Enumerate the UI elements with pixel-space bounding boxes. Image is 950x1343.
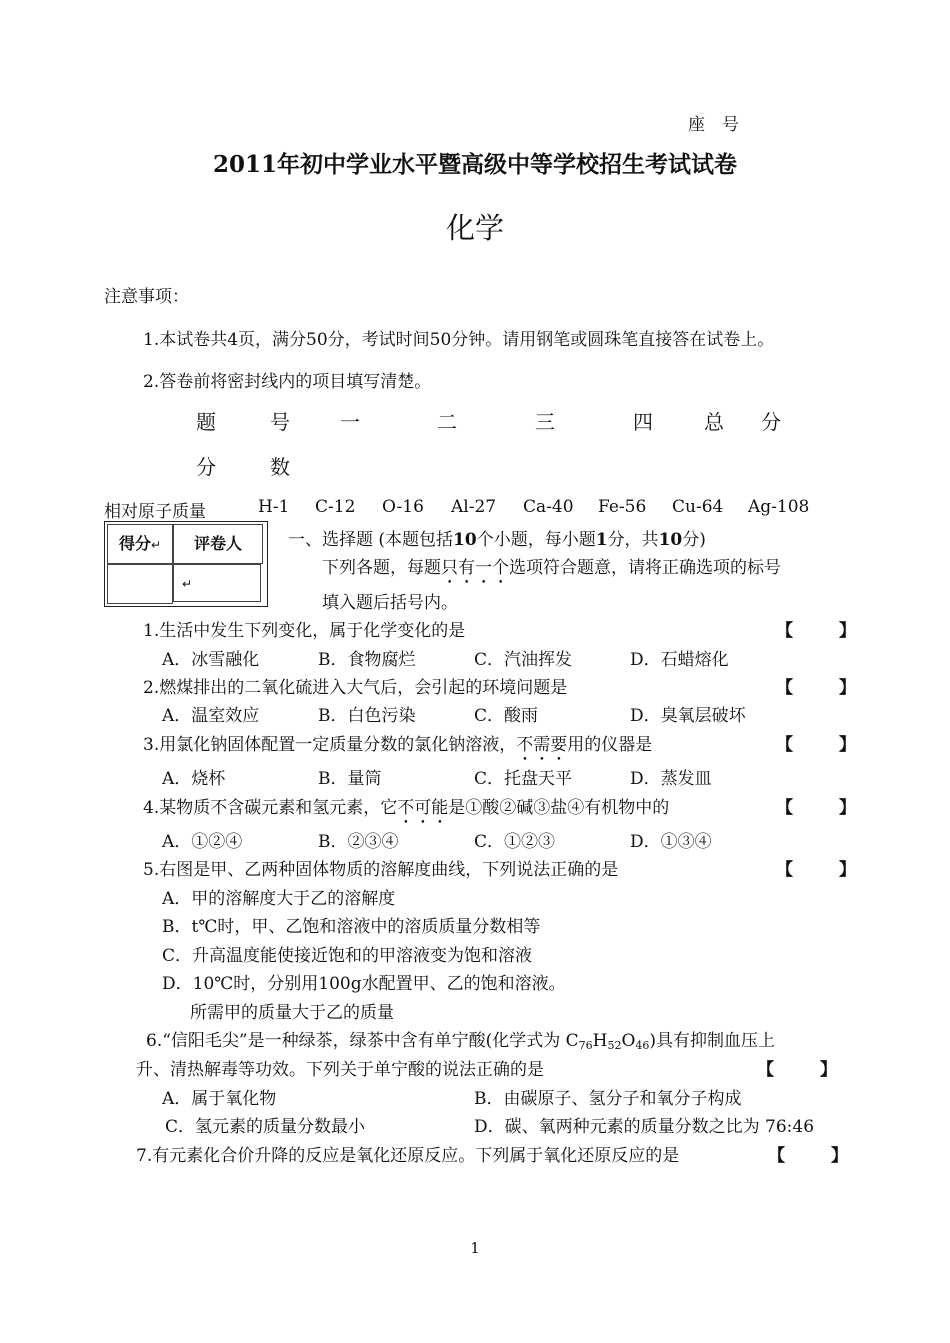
score-label-cell: 得分↵: [107, 524, 173, 564]
atomic-mass-item: Al-27: [451, 497, 497, 517]
option: C．托盘天平: [474, 769, 573, 789]
grader-entry-cell[interactable]: [173, 564, 261, 602]
table-header-cell: 四: [633, 410, 653, 434]
table-row-label: 数: [270, 455, 290, 479]
option: B．②③④: [318, 832, 399, 852]
question-stem: 5.右图是甲、乙两种固体物质的溶解度曲线，下列说法正确的是: [143, 860, 619, 880]
option: B．量筒: [318, 769, 382, 789]
section1-instruction-cont: 填入题后括号内。: [322, 593, 458, 613]
answer-bracket[interactable]: 【 】: [776, 621, 856, 641]
option: D．石蜡熔化: [630, 650, 729, 670]
option: A．属于氧化物: [162, 1089, 277, 1109]
answer-bracket[interactable]: 【 】: [776, 860, 856, 880]
score-label: 得分: [118, 534, 151, 553]
seat-number-label: 座 号: [688, 115, 739, 135]
atomic-mass-item: H-1: [258, 497, 290, 517]
question-stem: 3.用氯化钠固体配置一定质量分数的氯化钠溶液，不需要用的仪器是: [143, 735, 653, 755]
atomic-mass-item: Cu-64: [672, 497, 724, 517]
emphasis-impossible: 不可能: [397, 798, 449, 818]
option: D．①③④: [630, 832, 712, 852]
grader-box: [104, 521, 268, 607]
option: C．汽油挥发: [474, 650, 573, 670]
table-header-cell: 三: [535, 410, 555, 434]
option: D．10℃时，分别用100g水配置甲、乙的饱和溶液。: [162, 974, 566, 994]
question-stem: 7.有元素化合价升降的反应是氧化还原反应。下列属于氧化还原反应的是: [136, 1146, 680, 1166]
option: D．蒸发皿: [630, 769, 712, 789]
option: D．臭氧层破坏: [630, 706, 746, 726]
atomic-mass-item: Fe-56: [598, 497, 647, 517]
option: C．酸雨: [474, 706, 539, 726]
option: C．①②③: [474, 832, 556, 852]
table-header-cell: 二: [437, 410, 457, 434]
option: A．甲的溶解度大于乙的溶解度: [162, 889, 396, 909]
option: B．食物腐烂: [318, 650, 416, 670]
section1-heading: 一、选择题 (本题包括10个小题，每小题1分，共10分): [288, 530, 706, 550]
table-header-cell: 一: [340, 410, 360, 434]
option: A．①②④: [162, 832, 243, 852]
table-header-cell: 分: [761, 410, 781, 434]
atomic-mass-item: Ag-108: [748, 497, 810, 517]
option: B．由碳原子、氢分子和氧分子构成: [474, 1089, 742, 1109]
emphasis-only-one: 只有一个: [441, 558, 509, 578]
table-header-cell: 总: [704, 410, 724, 434]
exam-title: 2011年初中学业水平暨高级中等学校招生考试试卷: [212, 151, 737, 178]
atomic-mass-item: Ca-40: [523, 497, 574, 517]
option: D．碳、氧两种元素的质量分数之比为 76:46: [474, 1117, 815, 1137]
return-mark: ↵: [182, 577, 193, 591]
section1-instruction: 下列各题，每题只有一个选项符合题意，请将正确选项的标号: [322, 558, 781, 578]
notice-heading: 注意事项：: [104, 287, 189, 307]
question-stem-cont: 升、清热解毒等功效。下列关于单宁酸的说法正确的是: [136, 1060, 544, 1080]
option: C．氢元素的质量分数最小: [165, 1117, 366, 1137]
option: C．升高温度能使接近饱和的甲溶液变为饱和溶液: [162, 946, 533, 966]
option-continuation: 所需甲的质量大于乙的质量: [190, 1003, 394, 1023]
question-stem: 2.燃煤排出的二氧化硫进入大气后，会引起的环境问题是: [143, 678, 568, 698]
option: A．冰雪融化: [162, 650, 260, 670]
emphasis-not-needed: 不需要: [516, 735, 568, 755]
option: B．t℃时，甲、乙饱和溶液中的溶质质量分数相等: [162, 917, 541, 937]
table-header-cell: 题: [196, 410, 216, 434]
answer-bracket[interactable]: 【 】: [757, 1060, 837, 1080]
score-entry-cell[interactable]: [107, 564, 173, 604]
option: A．烧杯: [162, 769, 226, 789]
answer-bracket[interactable]: 【 】: [776, 678, 856, 698]
question-stem: 1.生活中发生下列变化，属于化学变化的是: [143, 621, 466, 641]
atomic-mass-item: O-16: [382, 497, 424, 517]
grader-label-cell: [173, 524, 263, 564]
question-stem: 4.某物质不含碳元素和氢元素，它不可能是①酸②碱③盐④有机物中的: [143, 798, 670, 818]
question-stem: 6.“信阳毛尖”是一种绿茶，绿茶中含有单宁酸(化学式为 $C_{76}H_{52}O_{46}$)具有抑制血压上: [146, 1031, 776, 1052]
atomic-mass-label: 相对原子质量: [104, 502, 206, 522]
notice-item: 2.答卷前将密封线内的项目填写清楚。: [143, 372, 432, 392]
answer-bracket[interactable]: 【 】: [768, 1146, 848, 1166]
table-header-cell: 号: [270, 410, 290, 434]
answer-bracket[interactable]: 【 】: [776, 798, 856, 818]
answer-bracket[interactable]: 【 】: [776, 735, 856, 755]
option: B．白色污染: [318, 706, 416, 726]
subject-title: 化学: [445, 211, 504, 245]
option: A．温室效应: [162, 706, 260, 726]
page-number: 1: [470, 1239, 480, 1257]
table-row-label: 分: [196, 455, 216, 479]
atomic-mass-item: C-12: [315, 497, 356, 517]
notice-item: 1.本试卷共4页，满分50分，考试时间50分钟。请用钢笔或圆珠笔直接答在试卷上。: [143, 330, 775, 350]
grader-label: 评卷人: [193, 534, 242, 553]
